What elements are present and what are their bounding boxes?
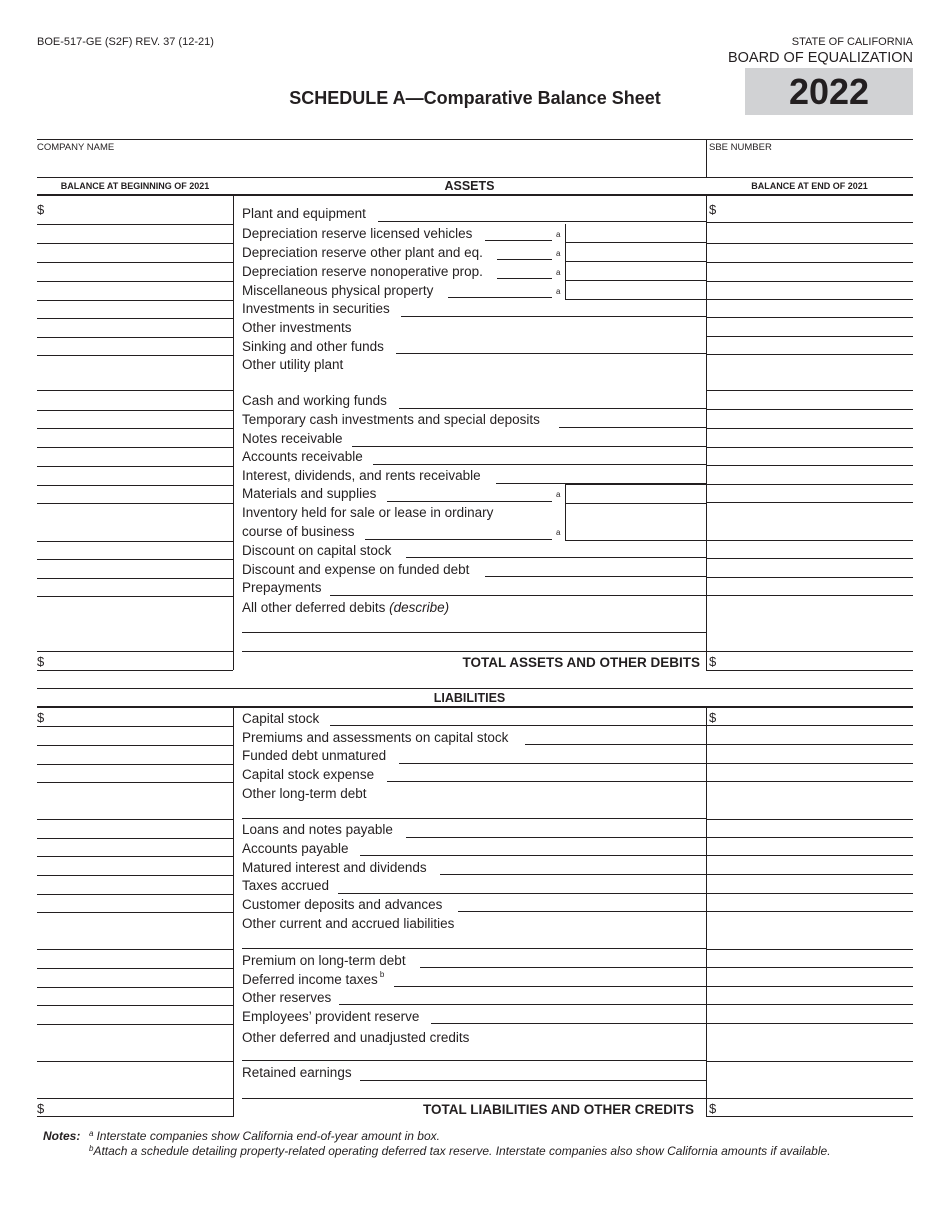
interstate-box[interactable] [565,224,706,242]
note-b: $^b$Attach a schedule detailing property-related operating deferred tax reserve. Interstate companies also show California amounts if available. [89,1144,831,1158]
assets-heading: ASSETS [444,179,495,193]
liab-label-other-current: Other current and accrued liabilities [242,916,455,931]
liab-label-matured-int: Matured interest and dividends [242,860,427,875]
dollar-sign: $ [709,654,717,669]
asset-label-dep-other: Depreciation reserve other plant and eq. [242,245,483,260]
company-name-label: COMPANY NAME [37,142,115,153]
liab-label-other-res: Other reserves [242,990,332,1005]
liab-label-other-lt-debt: Other long-term debt [242,786,367,801]
year-badge: 2022 [745,68,913,115]
asset-label-notes-rec: Notes receivable [242,431,343,446]
dollar-sign: $ [37,654,45,669]
interstate-box[interactable] [565,503,706,541]
liab-label-loans: Loans and notes payable [242,822,393,837]
liab-label-acct-pay: Accounts payable [242,841,349,856]
asset-label-inventory-cont: course of business [242,524,355,539]
asset-label-inv-sec: Investments in securities [242,301,390,316]
asset-label-temp-cash: Temporary cash investments and special deposits [242,412,540,427]
liab-label-employees: Employees’ provident reserve [242,1009,420,1024]
asset-label-dep-nonop: Depreciation reserve nonoperative prop. [242,264,483,279]
dollar-sign: $ [37,202,45,217]
interstate-box[interactable] [565,281,706,299]
interstate-box[interactable] [565,262,706,280]
asset-label-inventory: Inventory held for sale or lease in ordinary [242,505,494,520]
asset-label-interest-rec: Interest, dividends, and rents receivable [242,468,481,483]
sbe-number-label: SBE NUMBER [709,142,772,153]
total-assets-label: TOTAL ASSETS AND OTHER DEBITS [462,655,700,670]
liab-label-funded-debt: Funded debt unmatured [242,748,387,763]
liab-label-retained: Retained earnings [242,1065,352,1080]
asset-label-dep-vehicles: Depreciation reserve licensed vehicles [242,226,473,241]
interstate-box[interactable] [565,243,706,261]
state-label: STATE OF CALIFORNIA [791,36,913,48]
interstate-box[interactable] [565,484,706,503]
company-name-field[interactable] [37,155,705,177]
dollar-sign: $ [37,1101,45,1116]
liab-label-premiums: Premiums and assessments on capital stock [242,730,509,745]
asset-label-prepay: Prepayments [242,580,322,595]
notes-label: Notes: [43,1129,81,1143]
liab-label-cap-stock: Capital stock [242,711,320,726]
asset-label-other-inv: Other investments [242,320,352,335]
asset-label-disc-cap: Discount on capital stock [242,543,392,558]
dollar-sign: $ [709,1101,717,1116]
asset-label-misc-phys: Miscellaneous physical property [242,283,434,298]
agency-label: BOARD OF EQUALIZATION [727,50,913,66]
liab-label-cap-expense: Capital stock expense [242,767,375,782]
liab-label-deferred-tax: Deferred income taxes $^b$ [242,970,385,987]
dollar-sign: $ [709,710,717,725]
liab-label-cust-dep: Customer deposits and advances [242,897,443,912]
dollar-sign: $ [709,202,717,217]
form-id: BOE-517-GE (S2F) REV. 37 (12-21) [37,36,214,48]
asset-label-plant: Plant and equipment [242,206,366,221]
liab-label-taxes: Taxes accrued [242,878,330,893]
asset-label-sinking: Sinking and other funds [242,339,384,354]
page-title: SCHEDULE A—Comparative Balance Sheet [289,88,661,108]
asset-label-deferred-debits: All other deferred debits (describe) [242,600,450,615]
liab-label-other-deferred: Other deferred and unadjusted credits [242,1030,470,1045]
sbe-number-field[interactable] [708,155,912,177]
liabilities-heading: LIABILITIES [433,691,506,705]
col-end-header: BALANCE AT END OF 2021 [751,181,868,191]
note-a: $^a$ Interstate companies show California end-of-year amount in box. [89,1129,440,1143]
asset-label-disc-debt: Discount and expense on funded debt [242,562,470,577]
liab-label-premium-lt: Premium on long-term debt [242,953,406,968]
asset-label-materials: Materials and supplies [242,486,377,501]
asset-label-acct-rec: Accounts receivable [242,449,363,464]
col-begin-header: BALANCE AT BEGINNING OF 2021 [60,181,210,191]
asset-label-cash: Cash and working funds [242,393,387,408]
dollar-sign: $ [37,710,45,725]
asset-label-other-util: Other utility plant [242,357,344,372]
total-liabilities-label: TOTAL LIABILITIES AND OTHER CREDITS [422,1102,694,1117]
